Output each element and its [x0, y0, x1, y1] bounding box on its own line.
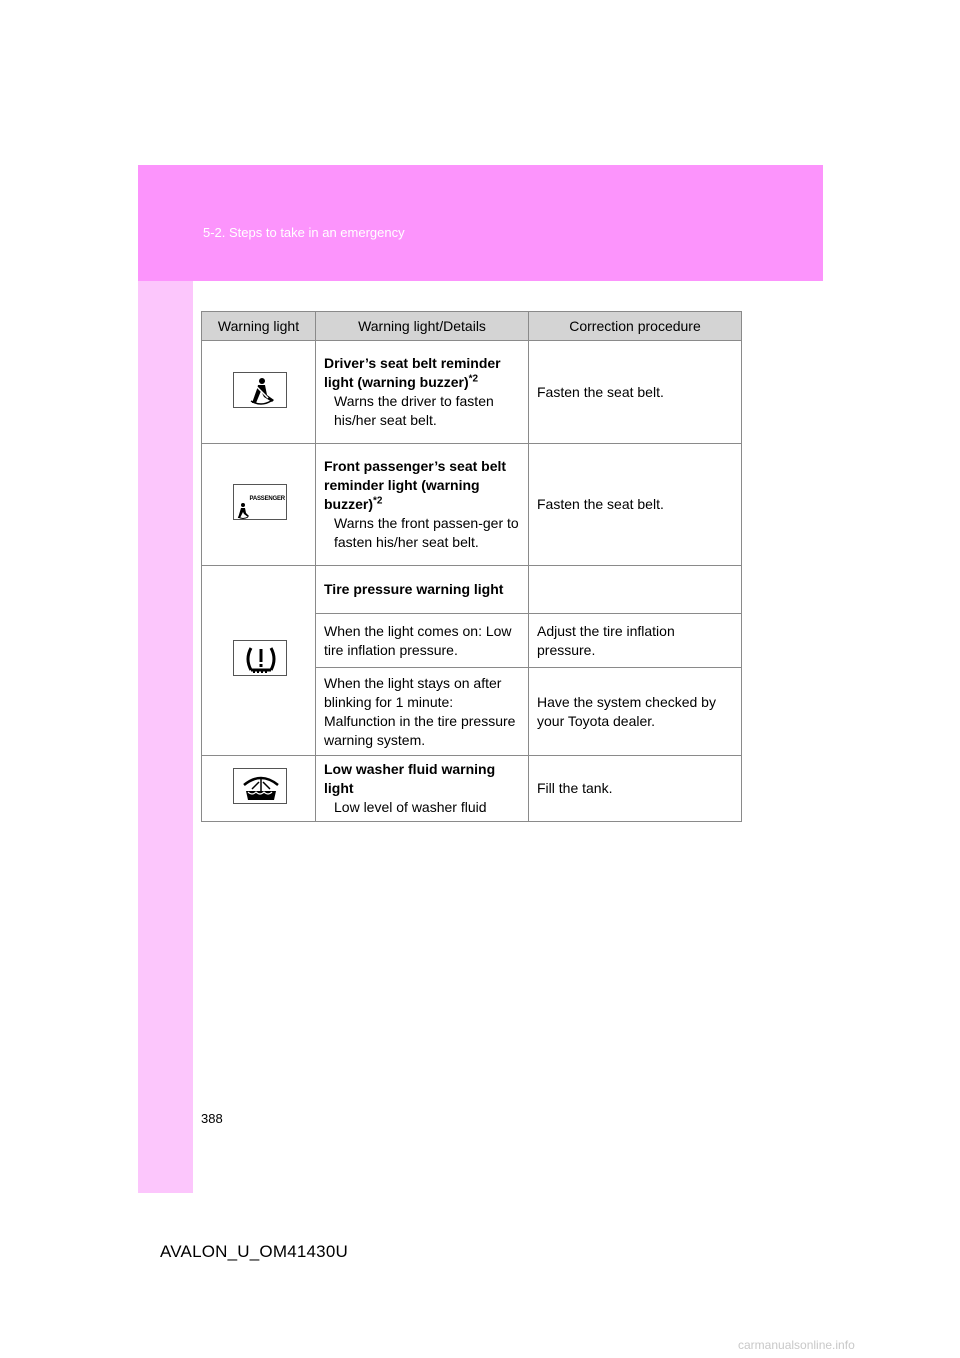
warning-lights-table: [201, 311, 742, 822]
sidebar-band: [138, 165, 193, 1193]
procedure-text: Fill the tank.: [537, 780, 613, 796]
footnote-ref: *2: [468, 373, 479, 385]
condition-cell: [316, 668, 529, 756]
tire-pressure-icon: [233, 640, 287, 676]
details-cell: [316, 756, 529, 822]
column-header-warning-light: Warning light: [202, 312, 316, 341]
section-title: 5-2. Steps to take in an emergency: [203, 225, 405, 240]
light-title: Front passenger’s seat belt reminder light (warning buzzer): [324, 458, 507, 512]
table-row: [202, 444, 742, 566]
document-code: AVALON_U_OM41430U: [160, 1242, 348, 1261]
details-cell: [316, 444, 529, 566]
condition-text: When the light comes on: Low tire inflation pressure.: [324, 622, 512, 658]
light-detail: Warns the front passen-ger to fasten his/her seat belt.: [334, 515, 519, 550]
icon-cell: [202, 756, 316, 822]
procedure-text: Fasten the seat belt.: [537, 383, 664, 400]
procedure-cell: [529, 444, 742, 566]
details-cell: [316, 566, 529, 614]
procedure-cell-empty: [529, 566, 742, 614]
procedure-cell: [529, 341, 742, 444]
page-number: 388: [201, 1111, 223, 1126]
seat-belt-icon: [233, 372, 287, 408]
procedure-cell: [529, 756, 742, 822]
light-detail: Low level of washer fluid: [334, 799, 487, 815]
procedure-text: Adjust the tire inflation pressure.: [537, 622, 675, 658]
passenger-seat-belt-icon: [233, 484, 287, 520]
condition-cell: [316, 614, 529, 668]
light-title: Low washer fluid warning light: [324, 761, 496, 796]
procedure-cell: [529, 668, 742, 756]
details-cell: [316, 341, 529, 444]
icon-cell: [202, 444, 316, 566]
light-detail: Warns the driver to fasten his/her seat belt.: [334, 393, 494, 428]
table-row: [202, 341, 742, 444]
procedure-text: Fasten the seat belt.: [537, 496, 664, 512]
condition-text: When the light stays on after blinking for 1 minute: Malfunction in the tire pressure warning system.: [324, 674, 516, 748]
column-header-details: Warning light/Details: [316, 312, 529, 341]
footnote-ref: *2: [373, 495, 383, 507]
procedure-cell: [529, 614, 742, 668]
light-title: Tire pressure warning light: [324, 581, 504, 597]
passenger-label: PASSENGER: [249, 496, 285, 502]
icon-cell: [202, 566, 316, 756]
table-row: [202, 756, 742, 822]
column-header-correction: Correction procedure: [529, 312, 742, 341]
washer-fluid-icon: [233, 768, 287, 804]
icon-cell: [202, 341, 316, 444]
table-header-row: [202, 312, 742, 341]
light-title: Driver’s seat belt reminder light (warning buzzer): [324, 355, 501, 390]
procedure-text: Have the system checked by your Toyota dealer.: [537, 693, 716, 729]
header-band: [138, 165, 823, 281]
table-row: [202, 566, 742, 614]
footer-watermark[interactable]: carmanualsonline.info: [738, 1338, 855, 1352]
